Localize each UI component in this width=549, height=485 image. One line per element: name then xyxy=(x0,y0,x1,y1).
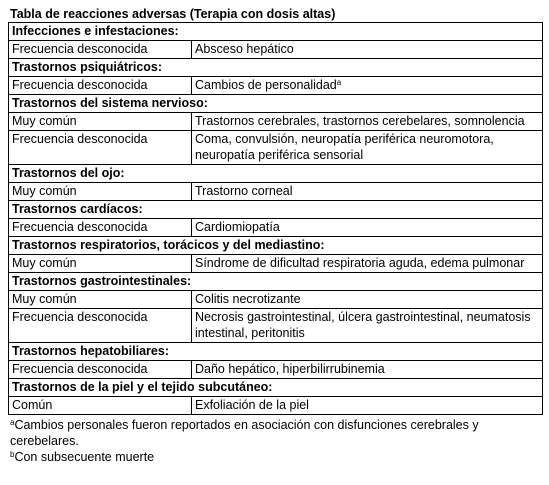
table-row xyxy=(9,77,543,95)
table-row xyxy=(9,361,543,379)
group-header-row xyxy=(9,343,543,361)
reaction-cell xyxy=(192,219,543,237)
reaction-text: Trastorno corneal xyxy=(195,184,293,198)
group-header-row xyxy=(9,273,543,291)
group-name: Trastornos gastrointestinales: xyxy=(9,273,543,291)
reaction-text: Coma, convulsión, neuropatía periférica neuromotora, neuropatía periférica sensorial xyxy=(195,132,494,162)
group-name: Trastornos del sistema nervioso: xyxy=(9,95,543,113)
reaction-cell xyxy=(192,361,543,379)
frequency-cell: Común xyxy=(9,397,192,415)
group-header-row xyxy=(9,95,543,113)
footnote xyxy=(10,417,544,449)
frequency-cell: Muy común xyxy=(9,183,192,201)
reaction-text: Absceso hepático xyxy=(195,42,294,56)
reaction-text: Colitis necrotizante xyxy=(195,292,301,306)
group-header-row xyxy=(9,237,543,255)
reaction-cell xyxy=(192,77,543,95)
footnote-text: Cambios personales fueron reportados en asociación con disfunciones cerebrales y cerebelares. xyxy=(10,418,479,448)
reaction-text: Trastornos cerebrales, trastornos cerebelares, somnolencia xyxy=(195,114,525,128)
reaction-text: Cardiomiopatía xyxy=(195,220,280,234)
table-row xyxy=(9,183,543,201)
frequency-cell: Frecuencia desconocida xyxy=(9,41,192,59)
table-row xyxy=(9,41,543,59)
group-header-row xyxy=(9,23,543,41)
footnote-marker: a xyxy=(336,78,342,87)
document xyxy=(8,6,542,465)
frequency-cell: Frecuencia desconocida xyxy=(9,77,192,95)
frequency-cell: Frecuencia desconocida xyxy=(9,131,192,165)
group-name: Trastornos psiquiátricos: xyxy=(9,59,543,77)
reaction-cell xyxy=(192,255,543,273)
reaction-cell xyxy=(192,397,543,415)
reaction-text: Exfoliación de la piel xyxy=(195,398,309,412)
reaction-cell xyxy=(192,183,543,201)
adverse-reactions-table xyxy=(8,22,543,415)
reaction-text: Cambios de personalidad xyxy=(195,78,337,92)
reaction-cell xyxy=(192,131,543,165)
group-header-row xyxy=(9,165,543,183)
reaction-cell xyxy=(192,291,543,309)
group-header-row xyxy=(9,59,543,77)
table-body xyxy=(9,23,543,415)
group-name: Trastornos hepatobiliares: xyxy=(9,343,543,361)
frequency-cell: Frecuencia desconocida xyxy=(9,361,192,379)
frequency-cell: Muy común xyxy=(9,291,192,309)
table-row xyxy=(9,113,543,131)
table-row xyxy=(9,397,543,415)
footnote-marker: a xyxy=(10,418,15,427)
reaction-text: Síndrome de dificultad respiratoria aguda, edema pulmonar xyxy=(195,256,525,270)
table-row xyxy=(9,309,543,343)
group-name: Trastornos de la piel y el tejido subcutáneo: xyxy=(9,379,543,397)
reaction-text: Necrosis gastrointestinal, úlcera gastrointestinal, neumatosis intestinal, peritonitis xyxy=(195,310,531,340)
footnote-marker: b xyxy=(10,450,15,459)
reaction-cell xyxy=(192,41,543,59)
table-title: Tabla de reacciones adversas (Terapia con dosis altas) xyxy=(10,7,336,21)
table-row xyxy=(9,219,543,237)
reaction-text: Daño hepático, hiperbilirrubinemia xyxy=(195,362,385,376)
group-name: Infecciones e infestaciones: xyxy=(9,23,543,41)
group-name: Trastornos del ojo: xyxy=(9,165,543,183)
footnote-text: Con subsecuente muerte xyxy=(14,450,155,464)
table-row xyxy=(9,255,543,273)
group-header-row xyxy=(9,201,543,219)
reaction-cell xyxy=(192,309,543,343)
group-header-row xyxy=(9,379,543,397)
group-name: Trastornos cardíacos: xyxy=(9,201,543,219)
frequency-cell: Muy común xyxy=(9,113,192,131)
frequency-cell: Frecuencia desconocida xyxy=(9,309,192,343)
group-name: Trastornos respiratorios, torácicos y del mediastino: xyxy=(9,237,543,255)
table-row xyxy=(9,131,543,165)
frequency-cell: Muy común xyxy=(9,255,192,273)
footnote xyxy=(10,449,544,465)
table-row xyxy=(9,291,543,309)
footnotes xyxy=(8,417,544,465)
reaction-cell xyxy=(192,113,543,131)
frequency-cell: Frecuencia desconocida xyxy=(9,219,192,237)
